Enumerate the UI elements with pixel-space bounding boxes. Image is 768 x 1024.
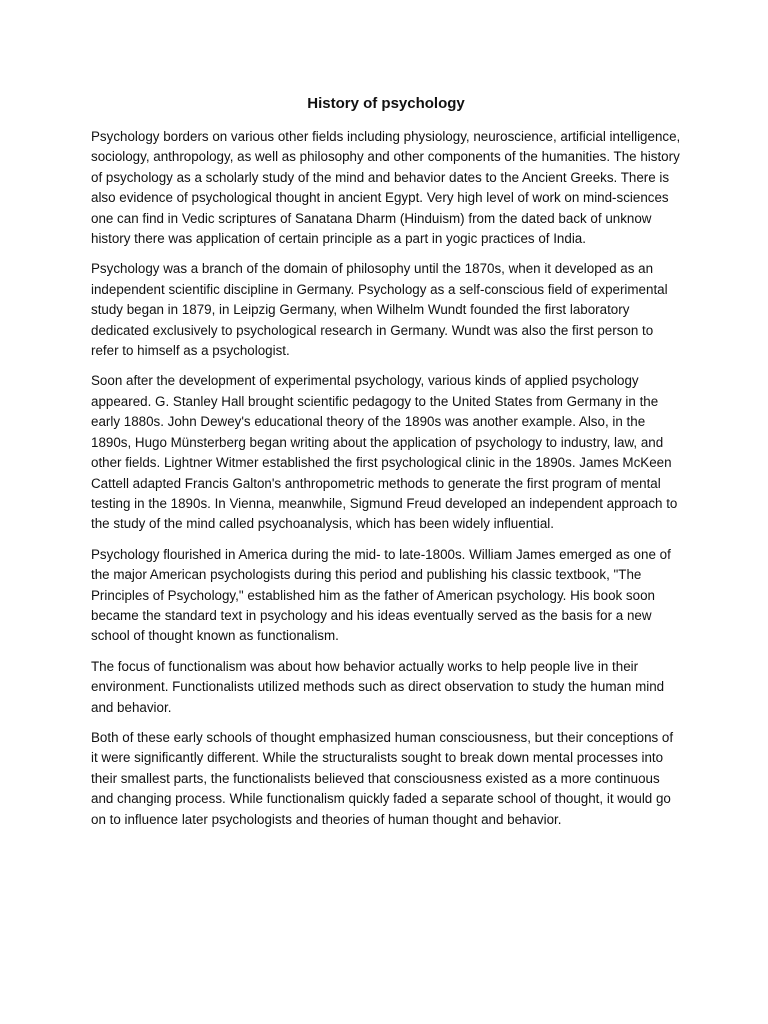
paragraph-5: The focus of functionalism was about how behavior actually works to help people live in their environment. Functionalists utilized methods such as direct observation to study the human mind and behavior. [91,658,665,715]
document-content [91,92,681,840]
paragraph-6: Both of these early schools of thought emphasized human consciousness, but their conceptions of it were significantly different. While the structuralists sought to break down mental processes into their smallest parts, the functionalists believed that consciousness existed as a more continuous and changing process. While functionalism quickly faded a separate school of thought, it would go on to influence later psychologists and theories of human thought and behavior. [91,729,674,827]
paragraph-3: Soon after the development of experimental psychology, various kinds of applied psychology appeared. G. Stanley Hall brought scientific pedagogy to the United States from Germany in the early 1880s. John Dewey's educational theory of the 1890s was another example. Also, in the 1890s, Hugo Münsterberg began writing about the application of psychology to industry, law, and other fields. Lightner Witmer established the first psychological clinic in the 1890s. James McKeen Cattell adapted Francis Galton's anthropometric methods to generate the first program of mental testing in the 1890s. In Vienna, meanwhile, Sigmund Freud developed an independent approach to the study of the mind called psychoanalysis, which has been widely influential. [91,373,678,532]
document-title: History of psychology [307,95,465,112]
paragraph-2: Psychology was a branch of the domain of philosophy until the 1870s, when it developed as an independent scientific discipline in Germany. Psychology as a self-conscious field of experimental study began in 1879, in Leipzig Germany, when Wilhelm Wundt founded the first laboratory dedicated exclusively to psychological research in Germany. Wundt was also the first person to refer to himself as a psychologist. [91,261,668,359]
paragraph-4: Psychology flourished in America during the mid- to late-1800s. William James emerged as one of the major American psychologists during this period and publishing his classic textbook, "The Principles of Psychology," established him as the father of American psychology. His book soon became the standard text in psychology and his ideas eventually served as the basis for a new school of thought known as functionalism. [91,546,671,644]
paragraph-1: Psychology borders on various other fields including physiology, neuroscience, artificial intelligence, sociology, anthropology, as well as philosophy and other components of the humanities. The history of psychology as a scholarly study of the mind and behavior dates to the Ancient Greeks. There is also evidence of psychological thought in ancient Egypt. Very high level of work on mind-sciences one can find in Vedic scriptures of Sanatana Dharm (Hinduism) from the dated back of unknow history there was application of certain principle as a part in yogic practices of India. [91,129,681,247]
